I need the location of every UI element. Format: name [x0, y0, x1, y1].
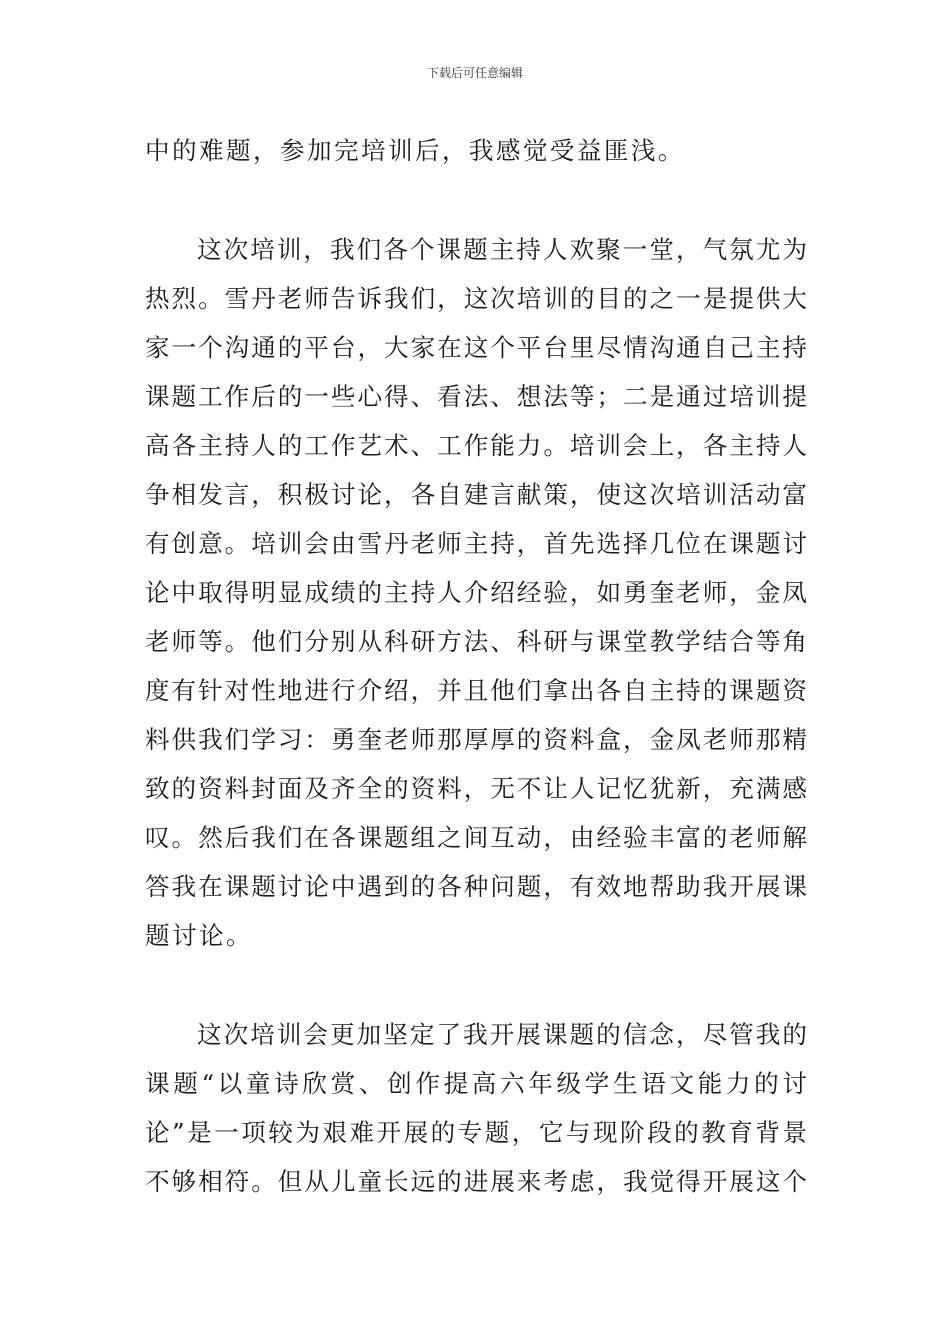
text-line: 叹。然后我们在各课题组之间互动，由经验丰富的老师解 — [145, 823, 807, 852]
text-line: 有创意。培训会由雪丹老师主持，首先选择几位在课题讨 — [145, 529, 807, 558]
text-line: 题讨论。 — [145, 921, 253, 950]
document-body — [145, 126, 807, 1206]
paragraph-spacer — [145, 175, 807, 225]
text-line: 这次培训，我们各个课题主持人欢聚一堂，气氛尤为 — [197, 235, 807, 264]
text-line: 老师等。他们分别从科研方法、科研与课堂教学结合等角 — [145, 627, 807, 656]
paragraph — [145, 1010, 807, 1206]
text-line: 答我在课题讨论中遇到的各种问题，有效地帮助我开展课 — [145, 872, 807, 901]
text-line: 度有针对性地进行介绍，并且他们拿出各自主持的课题资 — [145, 676, 807, 705]
text-line: 论中取得明显成绩的主持人介绍经验，如勇奎老师，金凤 — [145, 578, 807, 607]
text-line: 致的资料封面及齐全的资料，无不让人记忆犹新，充满感 — [145, 774, 807, 803]
text-line: 高各主持人的工作艺术、工作能力。培训会上，各主持人 — [145, 431, 807, 460]
paragraph-spacer — [145, 960, 807, 1010]
text-line: 料供我们学习：勇奎老师那厚厚的资料盒，金凤老师那精 — [145, 725, 807, 754]
page-header: 下载后可任意编辑 — [426, 66, 523, 80]
text-line: 不够相符。但从儿童长远的进展来考虑，我觉得开展这个 — [145, 1167, 807, 1196]
text-line: 这次培训会更加坚定了我开展课题的信念，尽管我的 — [197, 1020, 807, 1049]
text-line: 热烈。雪丹老师告诉我们，这次培训的目的之一是提供大 — [145, 284, 807, 313]
paragraph — [145, 126, 807, 175]
text-line: 争相发言，积极讨论，各自建言献策，使这次培训活动富 — [145, 480, 807, 509]
text-line: 课题“以童诗欣赏、创作提高六年级学生语文能力的讨 — [145, 1069, 807, 1098]
text-line: 课题工作后的一些心得、看法、想法等；二是通过培训提 — [145, 382, 807, 411]
paragraph — [145, 225, 807, 960]
text-line: 家一个沟通的平台，大家在这个平台里尽情沟通自己主持 — [145, 333, 807, 362]
text-line: 中的难题，参加完培训后，我感觉受益匪浅。 — [145, 136, 685, 165]
text-line: 论”是一项较为艰难开展的专题，它与现阶段的教育背景 — [145, 1118, 807, 1147]
